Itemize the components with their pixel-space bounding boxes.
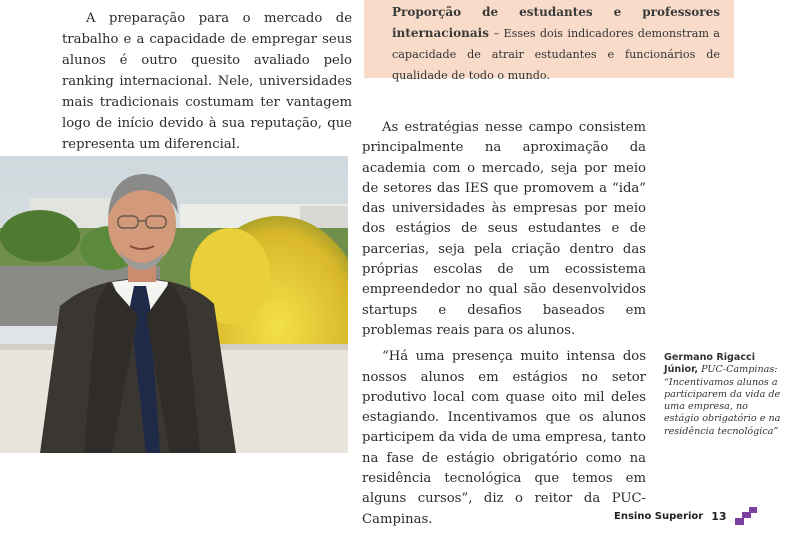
caption-quote: “Incentivamos alunos a participarem da vida de uma empresa, no estágio obrigatório e na residência tecnológica” [664,376,781,437]
callout-body: – Esses dois indicadores demonstram a capacidade de atrair estudantes e funcionários de qualidade de todo o mundo. [392,27,720,82]
callout-heading: Proporção de estudantes e professores internacionais [392,5,720,40]
caption-institution: PUC-Campinas: [701,364,778,376]
magazine-logo-icon [735,507,757,525]
magazine-name: Ensino Superior [614,510,704,522]
page-number: 13 [711,509,727,523]
page-footer [614,506,757,526]
indicator-callout [364,0,734,82]
article-paragraph: As estratégias nesse campo consistem principalmente na aproximação da academia com o mercado, seja por meio de setores das IES que promovem a “ida” das universidades às empresas por meio dos estágios de seus estudantes e de parcerias, seja pela criação dentro das próprias escolas de um ecossistema empreendedor no qual são desenvolvidos startups e desafios baseados em problemas reais para os alunos. [362,120,646,338]
photo-caption [664,352,784,438]
intro-paragraph: A preparação para o mercado de trabalho e a capacidade de empregar seus alunos é outro quesito avaliado pelo ranking internacional. Nele, universidades mais tradicionais costumam ter vantagem logo de início devido à sua reputação, que representa um diferencial. [62,11,352,152]
article-right-column [362,118,646,536]
portrait-illustration [0,156,348,453]
caption-name: Germano Rigacci Júnior, [664,352,756,376]
article-paragraph: “Há uma presença muito intensa dos nossos alunos em estágios no setor produtivo local com quase oito mil deles estagiando. Incentivamos que os alunos participem da vida de uma empresa, tanto na fase de estágio obrigatório como na residência tecnológica que temos em alguns cursos”, diz o reitor da PUC-Campinas. [362,349,646,527]
portrait-photo [0,156,348,453]
